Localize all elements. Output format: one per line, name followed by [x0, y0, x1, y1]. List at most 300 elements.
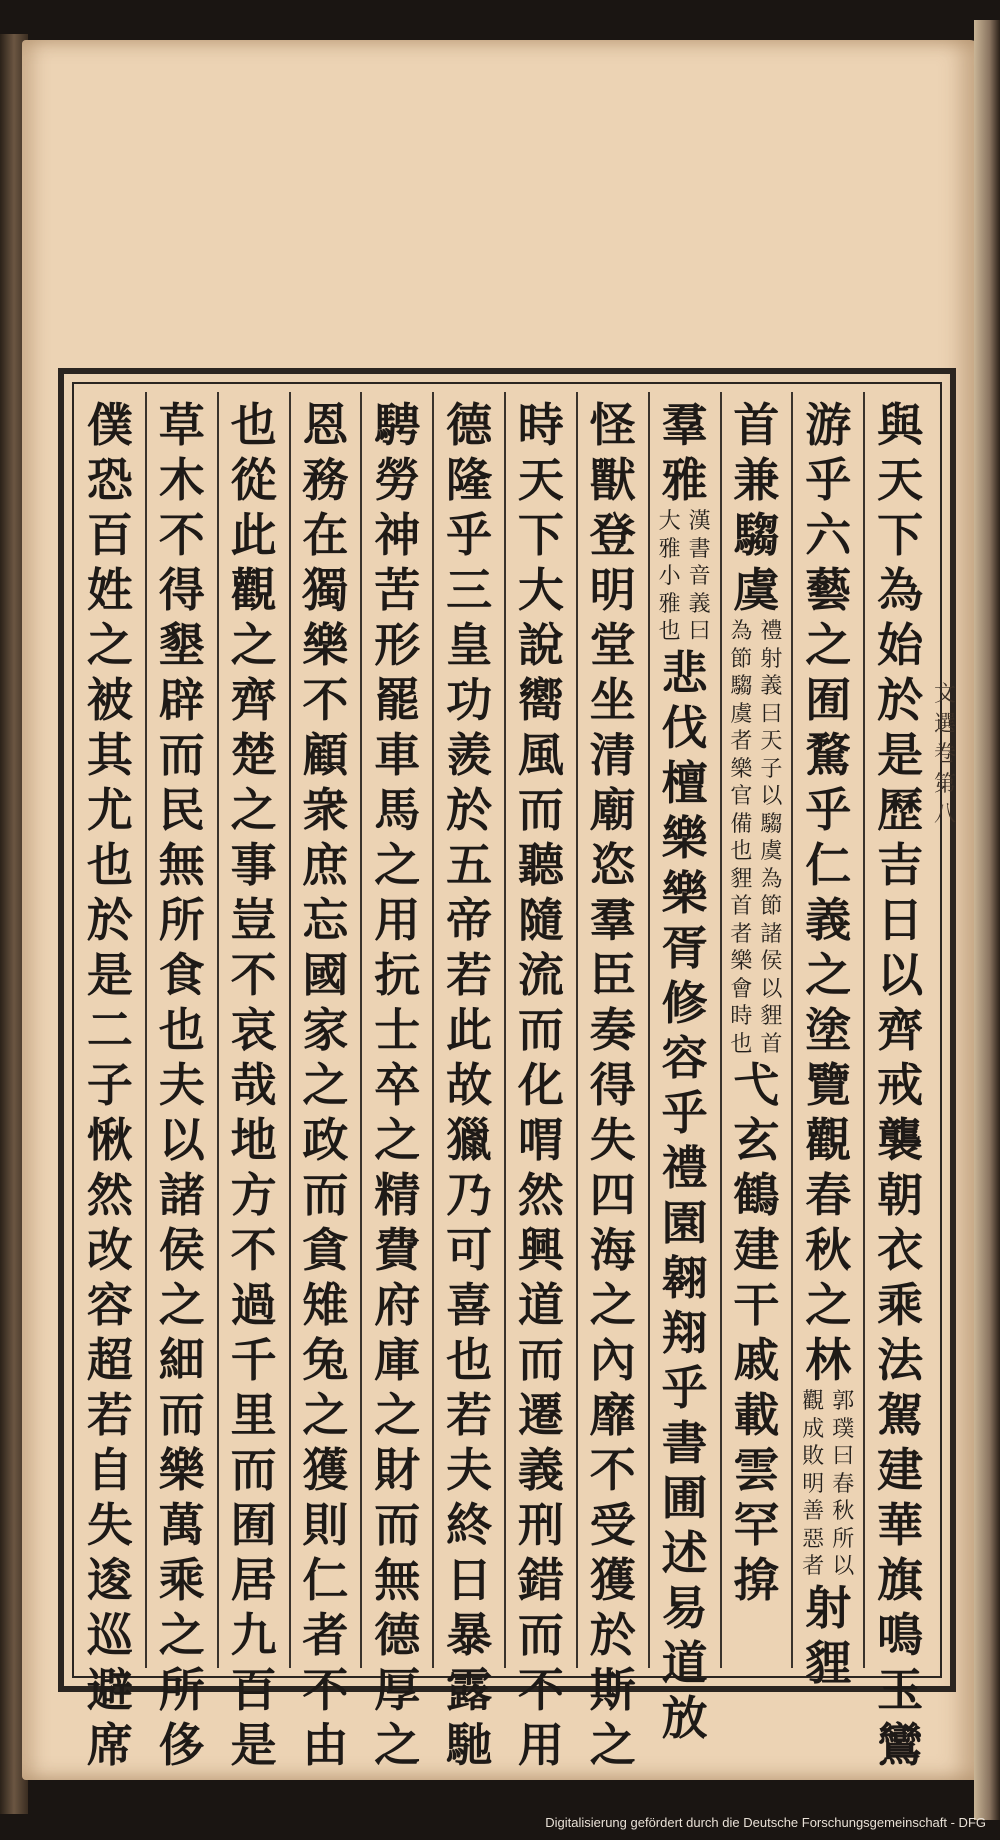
glyph: 則: [302, 1498, 349, 1552]
glyph: 虞: [733, 563, 780, 617]
annotation-column: [830, 1388, 856, 1581]
glyph: 不: [230, 948, 277, 1002]
annotation-glyph: 也: [730, 1031, 753, 1057]
glyph: 罷: [374, 673, 421, 727]
glyph: 是: [877, 728, 924, 782]
glyph: 獨: [302, 563, 349, 617]
glyph: 為: [877, 563, 924, 617]
glyph: 士: [374, 1003, 421, 1057]
glyph: 不: [302, 1663, 349, 1717]
column-rule: [648, 392, 650, 1668]
glyph: 羣: [661, 398, 708, 452]
glyph: 喜: [446, 1278, 493, 1332]
glyph: 哀: [230, 1003, 277, 1057]
glyph: 顧: [302, 728, 349, 782]
glyph: 樂: [661, 810, 708, 865]
glyph: 翱: [661, 1250, 708, 1305]
text-column: [656, 398, 714, 1746]
glyph: 玄: [733, 1113, 780, 1167]
glyph: 大: [517, 563, 564, 617]
glyph: 失: [589, 1113, 636, 1167]
annotation-glyph: 子: [760, 756, 783, 782]
glyph: 之: [805, 1278, 852, 1332]
annotation-glyph: 以: [760, 976, 783, 1002]
glyph: 席: [86, 1718, 133, 1772]
glyph: 而: [302, 1168, 349, 1222]
glyph: 秋: [805, 1223, 852, 1277]
glyph: 鳴: [877, 1608, 924, 1662]
glyph: 也: [86, 838, 133, 892]
glyph: 齊: [230, 673, 277, 727]
glyph: 卒: [374, 1058, 421, 1112]
glyph: 春: [805, 1168, 852, 1222]
glyph: 里: [230, 1388, 277, 1442]
column-rule: [720, 392, 722, 1668]
glyph: 錯: [517, 1553, 564, 1607]
glyph: 羨: [446, 728, 493, 782]
glyph: 巡: [86, 1608, 133, 1662]
glyph: 下: [517, 508, 564, 562]
glyph: 食: [158, 948, 205, 1002]
glyph: 被: [86, 673, 133, 727]
glyph: 修: [661, 975, 708, 1030]
annotation-glyph: 節: [760, 894, 783, 919]
glyph: 奏: [589, 1003, 636, 1057]
glyph: 之: [374, 1113, 421, 1167]
glyph: 不: [230, 1223, 277, 1277]
annotation-glyph: 以: [832, 1554, 855, 1579]
page-edge: [974, 20, 1000, 1820]
annotation-glyph: 曰: [688, 619, 711, 644]
annotation-column: [687, 508, 713, 646]
glyph: 雉: [302, 1278, 349, 1332]
glyph: 尤: [86, 783, 133, 837]
text-column: [512, 398, 570, 1773]
glyph: 雲: [733, 1443, 780, 1497]
glyph: 恣: [589, 838, 636, 892]
glyph: 獲: [589, 1553, 636, 1607]
glyph: 之: [158, 1278, 205, 1332]
glyph: 戒: [877, 1058, 924, 1112]
glyph: 此: [230, 508, 277, 562]
glyph: 其: [86, 728, 133, 782]
glyph: 之: [302, 1388, 349, 1442]
glyph: 流: [517, 948, 564, 1002]
glyph: 所: [158, 1663, 205, 1717]
glyph: 齊: [877, 1003, 924, 1057]
glyph: 九: [230, 1608, 277, 1662]
annotation-glyph: 小: [658, 564, 681, 589]
annotation-glyph: 貍: [760, 1004, 783, 1029]
annotation-glyph: 者: [802, 1554, 825, 1579]
glyph: 百: [86, 508, 133, 562]
glyph: 務: [302, 453, 349, 507]
glyph: 與: [877, 398, 924, 452]
glyph: 而: [158, 1388, 205, 1442]
annotation-glyph: 時: [730, 1004, 753, 1029]
annotation-column: [728, 618, 754, 1058]
glyph: 法: [877, 1333, 924, 1387]
glyph: 仁: [805, 838, 852, 892]
text-column: [584, 398, 642, 1773]
glyph: 之: [589, 1718, 636, 1772]
glyph: 而: [374, 1498, 421, 1552]
annotation-glyph: 樂: [730, 949, 753, 974]
glyph: 暴: [446, 1608, 493, 1662]
glyph: 而: [517, 1003, 564, 1057]
glyph: 而: [230, 1443, 277, 1497]
glyph: 用: [374, 893, 421, 947]
glyph: 隆: [446, 453, 493, 507]
glyph: 隨: [517, 893, 564, 947]
glyph: 所: [158, 893, 205, 947]
text-column: [368, 398, 426, 1773]
glyph: 之: [230, 783, 277, 837]
margin-caption: 文選卷第八: [933, 682, 956, 827]
glyph: 可: [446, 1223, 493, 1277]
glyph: 獸: [589, 453, 636, 507]
glyph: 鸞: [877, 1718, 924, 1772]
annotation-glyph: 敗: [802, 1444, 825, 1469]
glyph: 始: [877, 618, 924, 672]
glyph: 自: [86, 1443, 133, 1497]
glyph: 精: [374, 1168, 421, 1222]
annotation-glyph: 也: [658, 619, 681, 644]
glyph: 書: [661, 1415, 708, 1470]
glyph: 乎: [805, 453, 852, 507]
annotation-glyph: 以: [760, 784, 783, 809]
annotation-glyph: 成: [802, 1416, 825, 1442]
glyph: 之: [805, 948, 852, 1002]
glyph: 鶴: [733, 1168, 780, 1222]
glyph: 從: [230, 453, 277, 507]
glyph: 清: [589, 728, 636, 782]
glyph: 堂: [589, 618, 636, 672]
annotation-glyph: 曰: [760, 701, 783, 727]
glyph: 悲: [661, 645, 708, 700]
glyph: 日: [446, 1553, 493, 1607]
glyph: 騶: [733, 508, 780, 562]
glyph: 而: [517, 1333, 564, 1387]
glyph: 二: [86, 1003, 133, 1057]
glyph: 侯: [158, 1223, 205, 1277]
text-column: [81, 398, 139, 1773]
annotation-glyph: 秋: [832, 1499, 855, 1524]
column-rule: [289, 392, 291, 1668]
glyph: 地: [230, 1113, 277, 1167]
glyph: 恩: [302, 398, 349, 452]
glyph: 者: [302, 1608, 349, 1662]
glyph: 費: [374, 1223, 421, 1277]
glyph: 游: [805, 398, 852, 452]
glyph: 述: [661, 1525, 708, 1580]
annotation-glyph: 者: [730, 729, 753, 754]
glyph: 無: [374, 1553, 421, 1607]
glyph: 之: [374, 1718, 421, 1772]
glyph: 居: [230, 1553, 277, 1607]
annotation-glyph: 首: [730, 894, 753, 919]
glyph: 歷: [877, 783, 924, 837]
glyph: 諸: [158, 1168, 205, 1222]
glyph: 藝: [805, 563, 852, 617]
glyph: 家: [302, 1003, 349, 1057]
glyph: 德: [446, 398, 493, 452]
glyph: 放: [661, 1690, 708, 1745]
glyph: 圃: [661, 1470, 708, 1525]
annotation-glyph: 大: [658, 509, 681, 534]
glyph: 終: [446, 1498, 493, 1552]
glyph: 戚: [733, 1333, 780, 1387]
glyph: 乎: [446, 508, 493, 562]
glyph: 楚: [230, 728, 277, 782]
glyph: 豈: [230, 893, 277, 947]
glyph: 苦: [374, 563, 421, 617]
glyph: 玉: [877, 1663, 924, 1717]
glyph: 道: [517, 1278, 564, 1332]
glyph: 華: [877, 1498, 924, 1552]
glyph: 貪: [302, 1223, 349, 1277]
glyph: 塗: [805, 1003, 852, 1057]
glyph: 千: [230, 1333, 277, 1387]
glyph: 樂: [302, 618, 349, 672]
annotation-glyph: 雅: [658, 536, 681, 562]
annotation-column: [800, 1388, 826, 1581]
glyph: 樂: [661, 865, 708, 920]
glyph: 在: [302, 508, 349, 562]
glyph: 事: [230, 838, 277, 892]
column-rule: [360, 392, 362, 1668]
glyph: 坐: [589, 673, 636, 727]
footer-credit: Digitalisierung gefördert durch die Deutsche Forschungsgemeinschaft - DFG: [545, 1815, 986, 1830]
annotation-glyph: 春: [832, 1471, 855, 1497]
glyph: 內: [589, 1333, 636, 1387]
annotation-glyph: 虞: [730, 701, 753, 727]
column-rule: [791, 392, 793, 1668]
glyph: 政: [302, 1113, 349, 1167]
glyph: 遷: [517, 1388, 564, 1442]
glyph: 六: [805, 508, 852, 562]
glyph: 旗: [877, 1553, 924, 1607]
text-column: [296, 398, 354, 1773]
glyph: 喟: [517, 1113, 564, 1167]
text-column: [799, 398, 857, 1691]
glyph: 嚮: [517, 673, 564, 727]
glyph: 車: [374, 728, 421, 782]
glyph: 若: [446, 1388, 493, 1442]
glyph: 翔: [661, 1305, 708, 1360]
glyph: 之: [374, 1388, 421, 1442]
glyph: 之: [302, 1058, 349, 1112]
glyph: 超: [86, 1333, 133, 1387]
glyph: 風: [517, 728, 564, 782]
glyph: 府: [374, 1278, 421, 1332]
text-frame: [58, 368, 956, 1772]
annotation-glyph: 義: [760, 674, 783, 699]
glyph: 化: [517, 1058, 564, 1112]
glyph: 雅: [661, 453, 708, 507]
glyph: 失: [86, 1498, 133, 1552]
text-column: [225, 398, 283, 1773]
glyph: 乎: [661, 1085, 708, 1140]
glyph: 羣: [589, 893, 636, 947]
glyph: 百: [230, 1663, 277, 1717]
glyph: 貍: [805, 1635, 852, 1690]
glyph: 四: [589, 1168, 636, 1222]
annotation-glyph: 明: [802, 1471, 825, 1497]
glyph: 子: [86, 1058, 133, 1112]
glyph: 庶: [302, 838, 349, 892]
glyph: 而: [158, 728, 205, 782]
glyph: 天: [877, 453, 924, 507]
glyph: 干: [733, 1278, 780, 1332]
glyph: 衆: [302, 783, 349, 837]
glyph: 之: [805, 618, 852, 672]
glyph: 木: [158, 453, 205, 507]
annotation-glyph: 貍: [730, 866, 753, 892]
glyph: 草: [158, 398, 205, 452]
annotation-glyph: 為: [760, 866, 783, 892]
glyph: 胥: [661, 920, 708, 975]
glyph: 囿: [230, 1498, 277, 1552]
glyph: 也: [230, 398, 277, 452]
glyph: 吉: [877, 838, 924, 892]
annotation-column: [758, 618, 784, 1058]
glyph: 義: [805, 893, 852, 947]
glyph: 以: [877, 948, 924, 1002]
annotation-glyph: 郭: [832, 1389, 855, 1414]
text-column: [871, 398, 929, 1773]
glyph: 哉: [230, 1058, 277, 1112]
annotation-glyph: 禮: [760, 619, 783, 644]
glyph: 建: [877, 1443, 924, 1497]
annotation-glyph: 騶: [760, 811, 783, 837]
glyph: 不: [517, 1663, 564, 1717]
glyph: 故: [446, 1058, 493, 1112]
annotation-glyph: 也: [730, 839, 753, 864]
glyph: 時: [517, 398, 564, 452]
glyph: 國: [302, 948, 349, 1002]
glyph: 於: [877, 673, 924, 727]
glyph: 形: [374, 618, 421, 672]
glyph: 覽: [805, 1058, 852, 1112]
glyph: 之: [86, 618, 133, 672]
glyph: 然: [517, 1168, 564, 1222]
annotation-glyph: 書: [688, 536, 711, 562]
glyph: 日: [877, 893, 924, 947]
annotation-glyph: 騶: [730, 674, 753, 699]
annotation-glyph: 會: [730, 976, 753, 1002]
glyph: 獲: [302, 1443, 349, 1497]
glyph: 乎: [805, 783, 852, 837]
glyph: 侈: [158, 1718, 205, 1772]
glyph: 觀: [805, 1113, 852, 1167]
glyph: 夫: [158, 1058, 205, 1112]
glyph: 而: [517, 783, 564, 837]
text-column: [727, 398, 785, 1608]
glyph: 於: [589, 1608, 636, 1662]
annotation-glyph: 官: [730, 784, 753, 809]
glyph: 辟: [158, 673, 205, 727]
annotation-glyph: 曰: [832, 1444, 855, 1469]
glyph: 說: [517, 618, 564, 672]
glyph: 細: [158, 1333, 205, 1387]
glyph: 露: [446, 1663, 493, 1717]
glyph: 登: [589, 508, 636, 562]
glyph: 衣: [877, 1223, 924, 1277]
glyph: 以: [158, 1113, 205, 1167]
glyph: 用: [517, 1718, 564, 1772]
text-column: [440, 398, 498, 1773]
glyph: 勞: [374, 453, 421, 507]
glyph: 仁: [302, 1553, 349, 1607]
glyph: 樂: [158, 1443, 205, 1497]
glyph: 墾: [158, 618, 205, 672]
glyph: 避: [86, 1663, 133, 1717]
glyph: 之: [374, 838, 421, 892]
annotation-glyph: 樂: [730, 756, 753, 782]
annotation-glyph: 諸: [760, 921, 783, 947]
glyph: 易: [661, 1580, 708, 1635]
glyph: 容: [86, 1278, 133, 1332]
glyph: 臣: [589, 948, 636, 1002]
column-rule: [432, 392, 434, 1668]
glyph: 受: [589, 1498, 636, 1552]
glyph: 愀: [86, 1113, 133, 1167]
glyph: 方: [230, 1168, 277, 1222]
glyph: 刑: [517, 1498, 564, 1552]
glyph: 怪: [589, 398, 636, 452]
glyph: 禮: [661, 1140, 708, 1195]
glyph: 之: [589, 1278, 636, 1332]
glyph: 之: [158, 1608, 205, 1662]
glyph: 皇: [446, 618, 493, 672]
glyph: 乎: [661, 1360, 708, 1415]
glyph: 義: [517, 1443, 564, 1497]
column-rule: [863, 392, 865, 1668]
glyph: 此: [446, 1003, 493, 1057]
glyph: 厚: [374, 1663, 421, 1717]
text-column: [153, 398, 211, 1773]
glyph: 廟: [589, 783, 636, 837]
glyph: 也: [158, 1003, 205, 1057]
glyph: 明: [589, 563, 636, 617]
glyph: 民: [158, 783, 205, 837]
annotation-glyph: 義: [688, 591, 711, 617]
annotation-glyph: 首: [760, 1031, 783, 1057]
annotation-glyph: 觀: [802, 1389, 825, 1414]
glyph: 是: [86, 948, 133, 1002]
column-rule: [576, 392, 578, 1668]
annotation: [728, 618, 784, 1058]
glyph: 姓: [86, 563, 133, 617]
glyph: 獵: [446, 1113, 493, 1167]
glyph: 天: [517, 453, 564, 507]
glyph: 於: [446, 783, 493, 837]
glyph: 萬: [158, 1498, 205, 1552]
glyph: 道: [661, 1635, 708, 1690]
glyph: 忘: [302, 893, 349, 947]
glyph: 興: [517, 1223, 564, 1277]
glyph: 得: [589, 1058, 636, 1112]
column-rule: [217, 392, 219, 1668]
glyph: 不: [158, 508, 205, 562]
glyph: 馳: [446, 1718, 493, 1772]
glyph: 僕: [86, 398, 133, 452]
glyph: 載: [733, 1388, 780, 1442]
glyph: 財: [374, 1443, 421, 1497]
glyph: 改: [86, 1223, 133, 1277]
glyph: 聽: [517, 838, 564, 892]
